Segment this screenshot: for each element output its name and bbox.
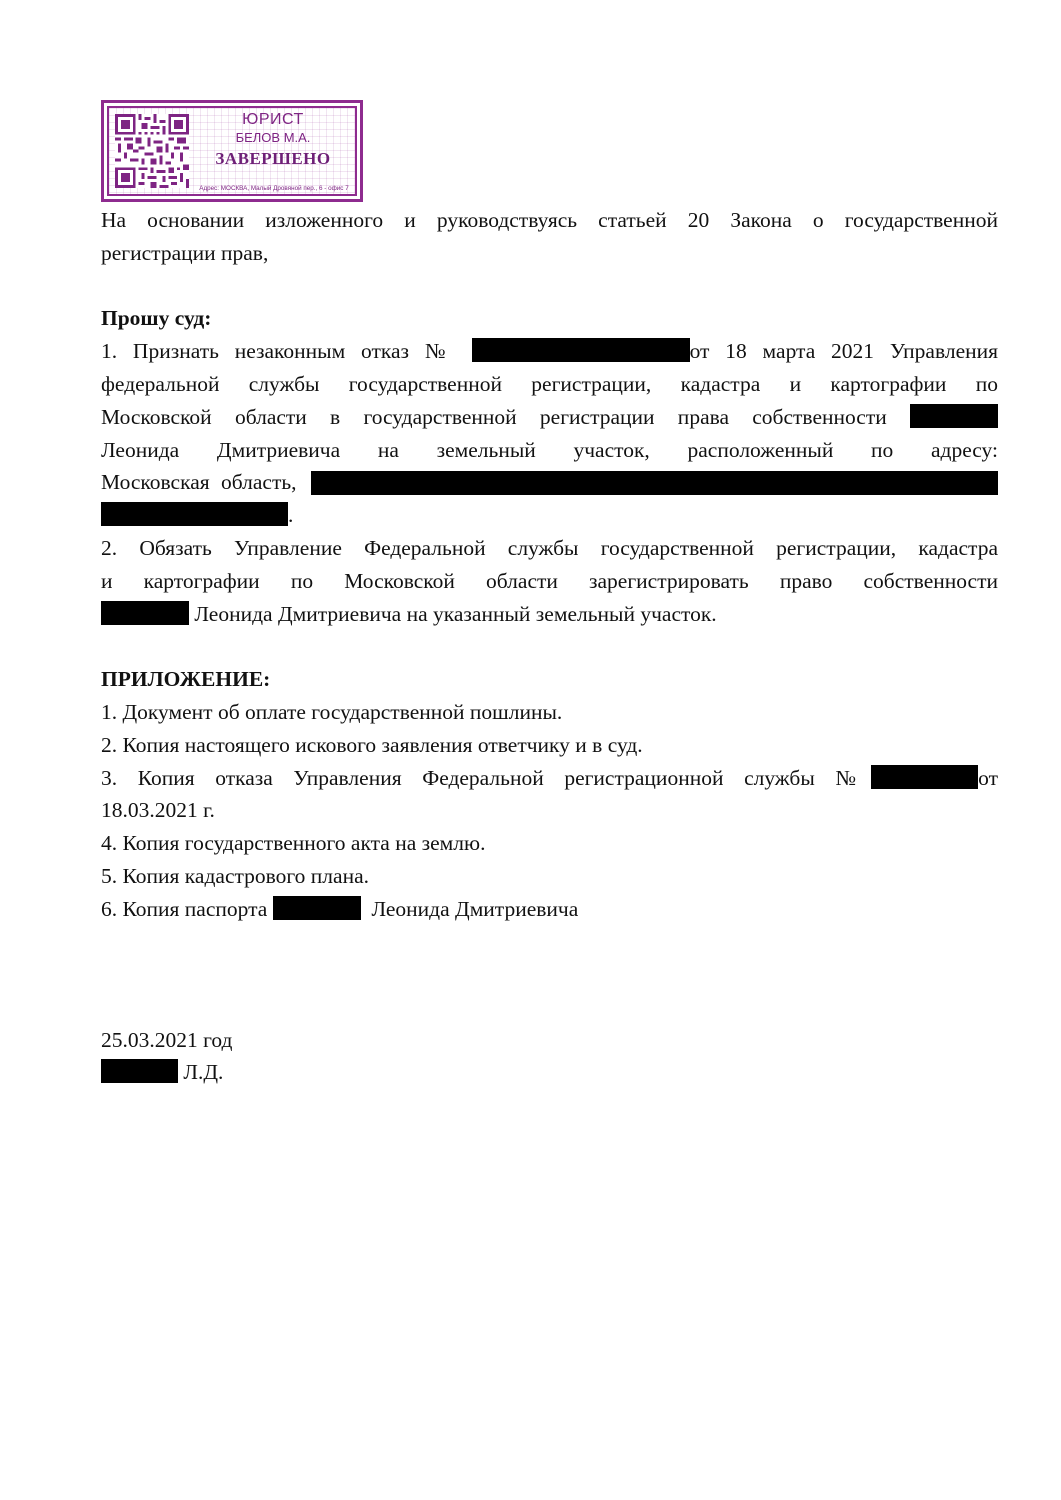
request-item-1-line-2: федеральной службы государственной регистрации, кадастра и картографии по xyxy=(101,371,998,396)
request-item-1-text-e: . xyxy=(288,503,294,528)
appendix-item-3-line-1 xyxy=(101,762,998,795)
signature-date: 25.03.2021 год xyxy=(101,1027,233,1052)
request-item-1-line-4: Леонида Дмитриевича на земельный участок, расположенный по адресу: xyxy=(101,437,998,462)
request-item-1-line-6 xyxy=(101,499,998,532)
redacted-block xyxy=(101,1059,178,1083)
appendix-heading: ПРИЛОЖЕНИЕ: xyxy=(101,667,271,692)
redacted-block xyxy=(101,601,189,625)
appendix-item-2: 2. Копия настоящего искового заявления ответчику и в суд. xyxy=(101,732,643,757)
intro-line-1: На основании изложенного и руководствуясь статьей 20 Закона о государственной xyxy=(101,208,998,232)
redacted-block xyxy=(101,502,288,526)
lawyer-stamp xyxy=(101,100,363,202)
stamp-frame xyxy=(107,106,357,196)
signature-line xyxy=(101,1056,998,1089)
request-item-2-line-1: 2. Обязать Управление Федеральной службы государственной регистрации, кадастра xyxy=(101,535,998,560)
appendix-item-6-text-b: Леонида Дмитриевича xyxy=(371,896,579,921)
appendix-item-1: 1. Документ об оплате государственной пошлины. xyxy=(101,699,563,724)
request-item-1-text-d: Московская область, xyxy=(101,470,297,495)
stamp-lawyer-name: БЕЛОВ М.А. xyxy=(235,130,311,145)
stamp-address: Адрес: МОСКВА, Малый Дровяной пер., 6 - офис 7 xyxy=(199,185,349,192)
request-heading: Прошу суд: xyxy=(101,306,212,331)
redacted-block xyxy=(910,404,998,428)
spacer xyxy=(101,926,998,1024)
appendix-item-6 xyxy=(101,893,998,926)
redacted-block xyxy=(311,471,998,495)
redacted-block xyxy=(273,896,361,920)
qr-code-icon xyxy=(115,114,189,188)
appendix-item-6-text-a: 6. Копия паспорта xyxy=(101,896,268,921)
redacted-block xyxy=(472,338,690,362)
request-item-2-line-2: и картографии по Московской области зарегистрировать право собственности xyxy=(101,568,998,593)
request-item-1-text-a: 1. Признать незаконным отказ № xyxy=(101,339,456,364)
appendix-item-4: 4. Копия государственного акта на землю. xyxy=(101,831,486,856)
redacted-block xyxy=(871,765,978,789)
appendix-item-3-text-b: от xyxy=(978,765,998,790)
stamp-title: ЮРИСТ xyxy=(242,111,304,128)
document-body xyxy=(101,204,998,1089)
request-item-1-line-3 xyxy=(101,401,998,434)
signature-initials: Л.Д. xyxy=(183,1060,224,1085)
stamp-text-block xyxy=(197,110,349,172)
spacer xyxy=(101,630,998,663)
request-item-1-line-1 xyxy=(101,335,998,368)
request-item-2-line-3 xyxy=(101,598,998,631)
stamp-status: ЗАВЕРШЕНО xyxy=(215,149,331,168)
request-item-1-line-5 xyxy=(101,466,998,499)
intro-line-2: регистрации прав, xyxy=(101,240,269,265)
request-item-1-text-b: от 18 марта 2021 Управления xyxy=(689,339,999,364)
spacer xyxy=(101,270,998,303)
request-item-1-text-c: Московской области в государственной регистрации права собственности xyxy=(101,404,887,429)
appendix-item-3-text-a: 3. Копия отказа Управления Федеральной регистрационной службы № xyxy=(101,765,872,790)
appendix-item-5: 5. Копия кадастрового плана. xyxy=(101,863,370,888)
request-item-2-text: Леонида Дмитриевича на указанный земельный участок. xyxy=(194,601,717,626)
appendix-item-3-line-2: 18.03.2021 г. xyxy=(101,798,215,823)
